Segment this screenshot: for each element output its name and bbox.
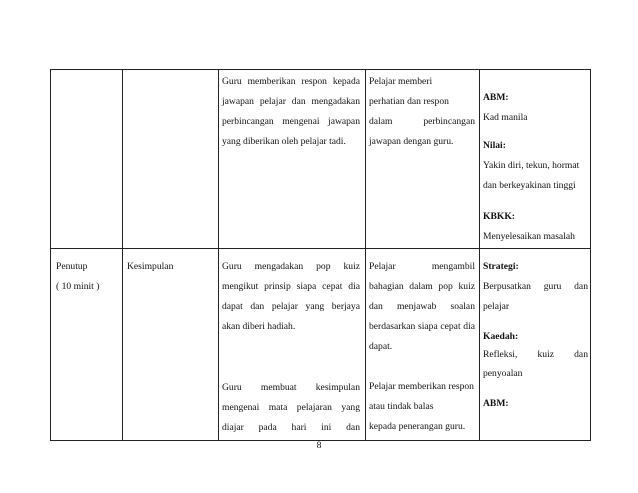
row2-student-activity [369,257,475,437]
abm-heading: ABM: [483,92,509,103]
page-number: 8 [316,440,322,451]
text-line: dalam perbincangan [369,116,475,127]
column-divider [122,70,123,440]
text-line: Berpusatkan guru dan [483,281,588,292]
text-line: penyoalan [483,368,523,379]
kbkk-heading: KBKK: [483,211,515,222]
text-line: Guru mengadakan pop kuiz [222,261,360,272]
text-line: Pelajar mengambil [369,261,475,272]
text-line: dan menjawab soalan [369,301,475,312]
text-line: kepada penerangan guru. [369,421,466,432]
row2-phase [56,257,120,297]
text-line: atau tindak balas [369,401,434,412]
row2-teacher-activity [222,257,360,438]
activity-name: Kesimpulan [127,261,174,272]
text-line: dapat. [369,341,393,352]
row1-teacher-activity [222,72,360,152]
column-divider [365,70,366,440]
kaedah-heading: Kaedah: [483,331,519,342]
text-line: diajar pada hari ini dan [222,422,360,433]
abm-heading: ABM: [483,398,509,409]
row1-notes [483,88,588,247]
text-line: Pelajar memberikan respon [369,381,474,392]
text-line: Kad manila [483,112,528,123]
text-line: dan berkeyakinan tinggi [483,180,576,191]
text-line: Pelajar memberi [369,76,433,87]
row2-activity [127,257,215,277]
text-line: pelajar [483,301,510,312]
text-line: mengikut prinsip siapa cepat dia [222,281,360,292]
text-line: perbincangan mengenai jawapan [222,116,360,127]
text-line: berdasarkan siapa cepat dia [369,321,475,332]
text-line: Guru membuat kesimpulan [222,382,360,393]
phase-duration: ( 10 minit ) [56,281,100,292]
text-line: Guru memberikan respon kepada [222,76,360,87]
text-line: akan diberi hadiah. [222,321,296,332]
text-line: Yakin diri, tekun, hormat [483,160,580,171]
strategi-heading: Strategi: [483,261,519,272]
nilai-heading: Nilai: [483,140,506,151]
lesson-plan-table [50,69,591,441]
text-line: yang diberikan oleh pelajar tadi. [222,136,346,147]
row2-notes [483,257,588,414]
text-line: perhatian dan respon [369,96,449,107]
column-divider [479,70,480,440]
text-line: Menyelesaikan masalah [483,231,575,242]
text-line: jawapan dengan guru. [369,136,454,147]
text-line: Refleksi, kuiz dan [483,349,588,360]
text-line: jawapan pelajar dan mengadakan [222,96,360,107]
text-line: bahagian dalam pop kuiz [369,281,475,292]
phase-name: Penutup [56,261,88,272]
column-divider [218,70,219,440]
text-line: dapat dan pelajar yang berjaya [222,301,360,312]
row1-student-activity [369,72,475,152]
row-divider [51,248,590,249]
text-line: mengenai mata pelajaran yang [222,402,360,413]
